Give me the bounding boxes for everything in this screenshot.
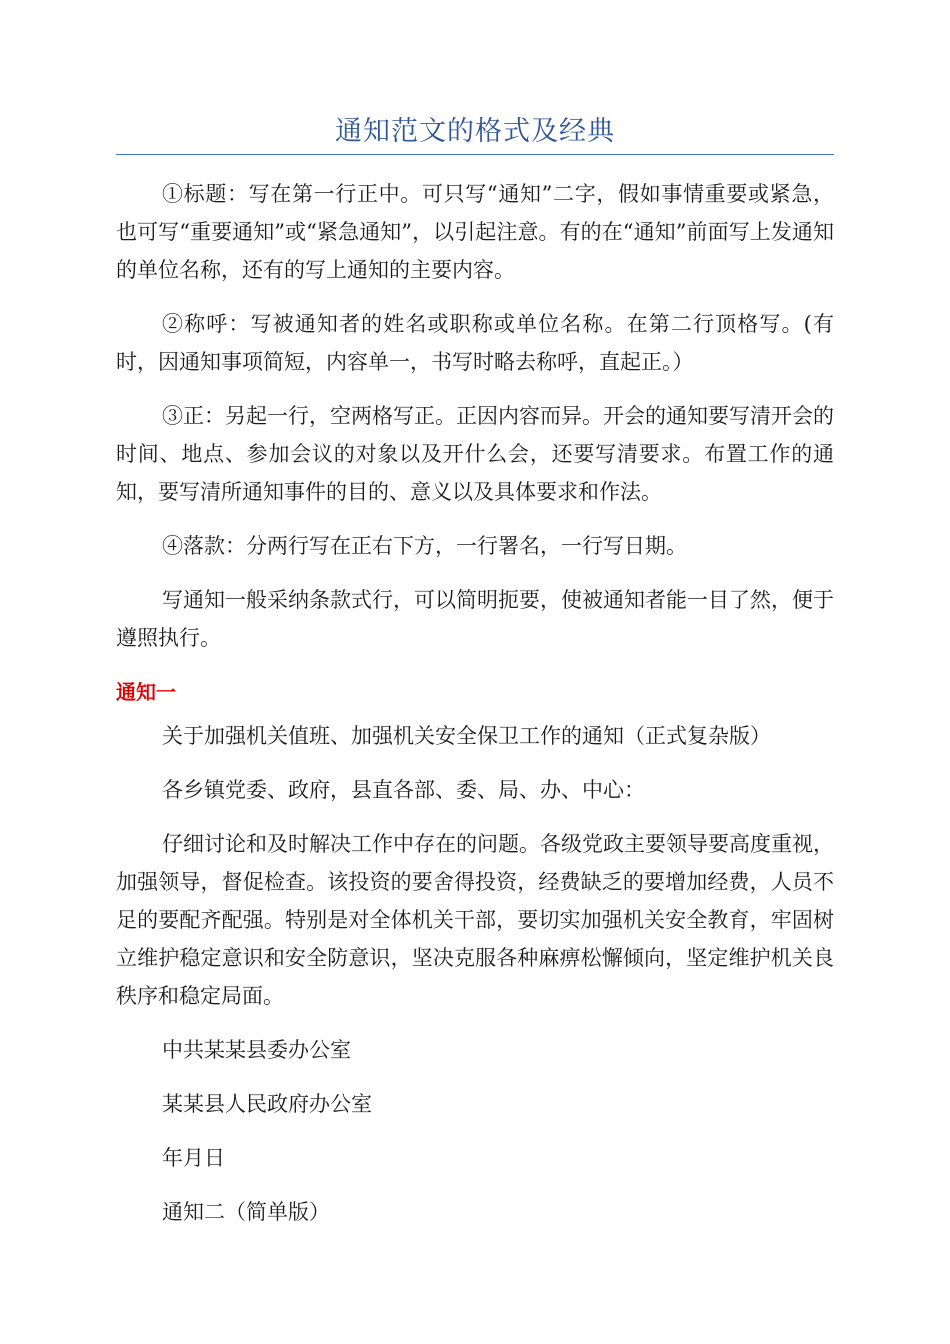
next-notice-title: 通知二（简单版） [162, 1200, 330, 1224]
notice-body: 仔细讨论和及时解决工作中存在的问题。各级党政主要领导要高度重视，加强领导，督促检查。该投资的要舍得投资，经费缺乏的要增加经费，人员不足的要配齐配强。特别是对全体机关干部，要切实加强机关安全教育，牢固树立维护稳定意识和安全防意识，坚决克服各种麻痹松懈倾向，坚定维护机关良秩序和稳定局面。 [116, 832, 834, 1008]
document-body [116, 175, 834, 1247]
paragraph-signature-rule: ④落款：分两行写在正右下方，一行署名，一行写日期。 [162, 534, 687, 558]
section-heading: 通知一 [116, 680, 176, 704]
title-underline [116, 154, 834, 155]
notice-title: 关于加强机关值班、加强机关安全保卫工作的通知（正式复杂版） [162, 724, 771, 748]
paragraph-title-rule: ①标题：写在第一行正中。可只写“通知”二字，假如事情重要或紧急，也可写“重要通知”或“紧急通知”，以引起注意。有的在“通知”前面写上发通知的单位名称，还有的写上通知的主要内容。 [116, 182, 834, 282]
paragraph-summary: 写通知一般采纳条款式行，可以简明扼要，使被通知者能一目了然，便于遵照执行。 [116, 588, 834, 650]
notice-date: 年月日 [162, 1146, 225, 1170]
paragraph-salutation-rule: ②称呼：写被通知者的姓名或职称或单位名称。在第二行顶格写。(有时，因通知事项简短，内容单一，书写时略去称呼，直起正。） [116, 312, 834, 374]
notice-salutation: 各乡镇党委、政府，县直各部、委、局、办、中心： [162, 778, 645, 802]
signature-government-office: 某某县人民政府办公室 [162, 1092, 372, 1116]
document-title: 通知范文的格式及经典 [335, 116, 615, 147]
signature-party-office: 中共某某县委办公室 [162, 1038, 351, 1062]
paragraph-body-rule: ③正：另起一行，空两格写正。正因内容而异。开会的通知要写清开会的时间、地点、参加会议的对象以及开什么会，还要写清要求。布置工作的通知，要写清所通知事件的目的、意义以及具体要求和作法。 [116, 404, 834, 504]
